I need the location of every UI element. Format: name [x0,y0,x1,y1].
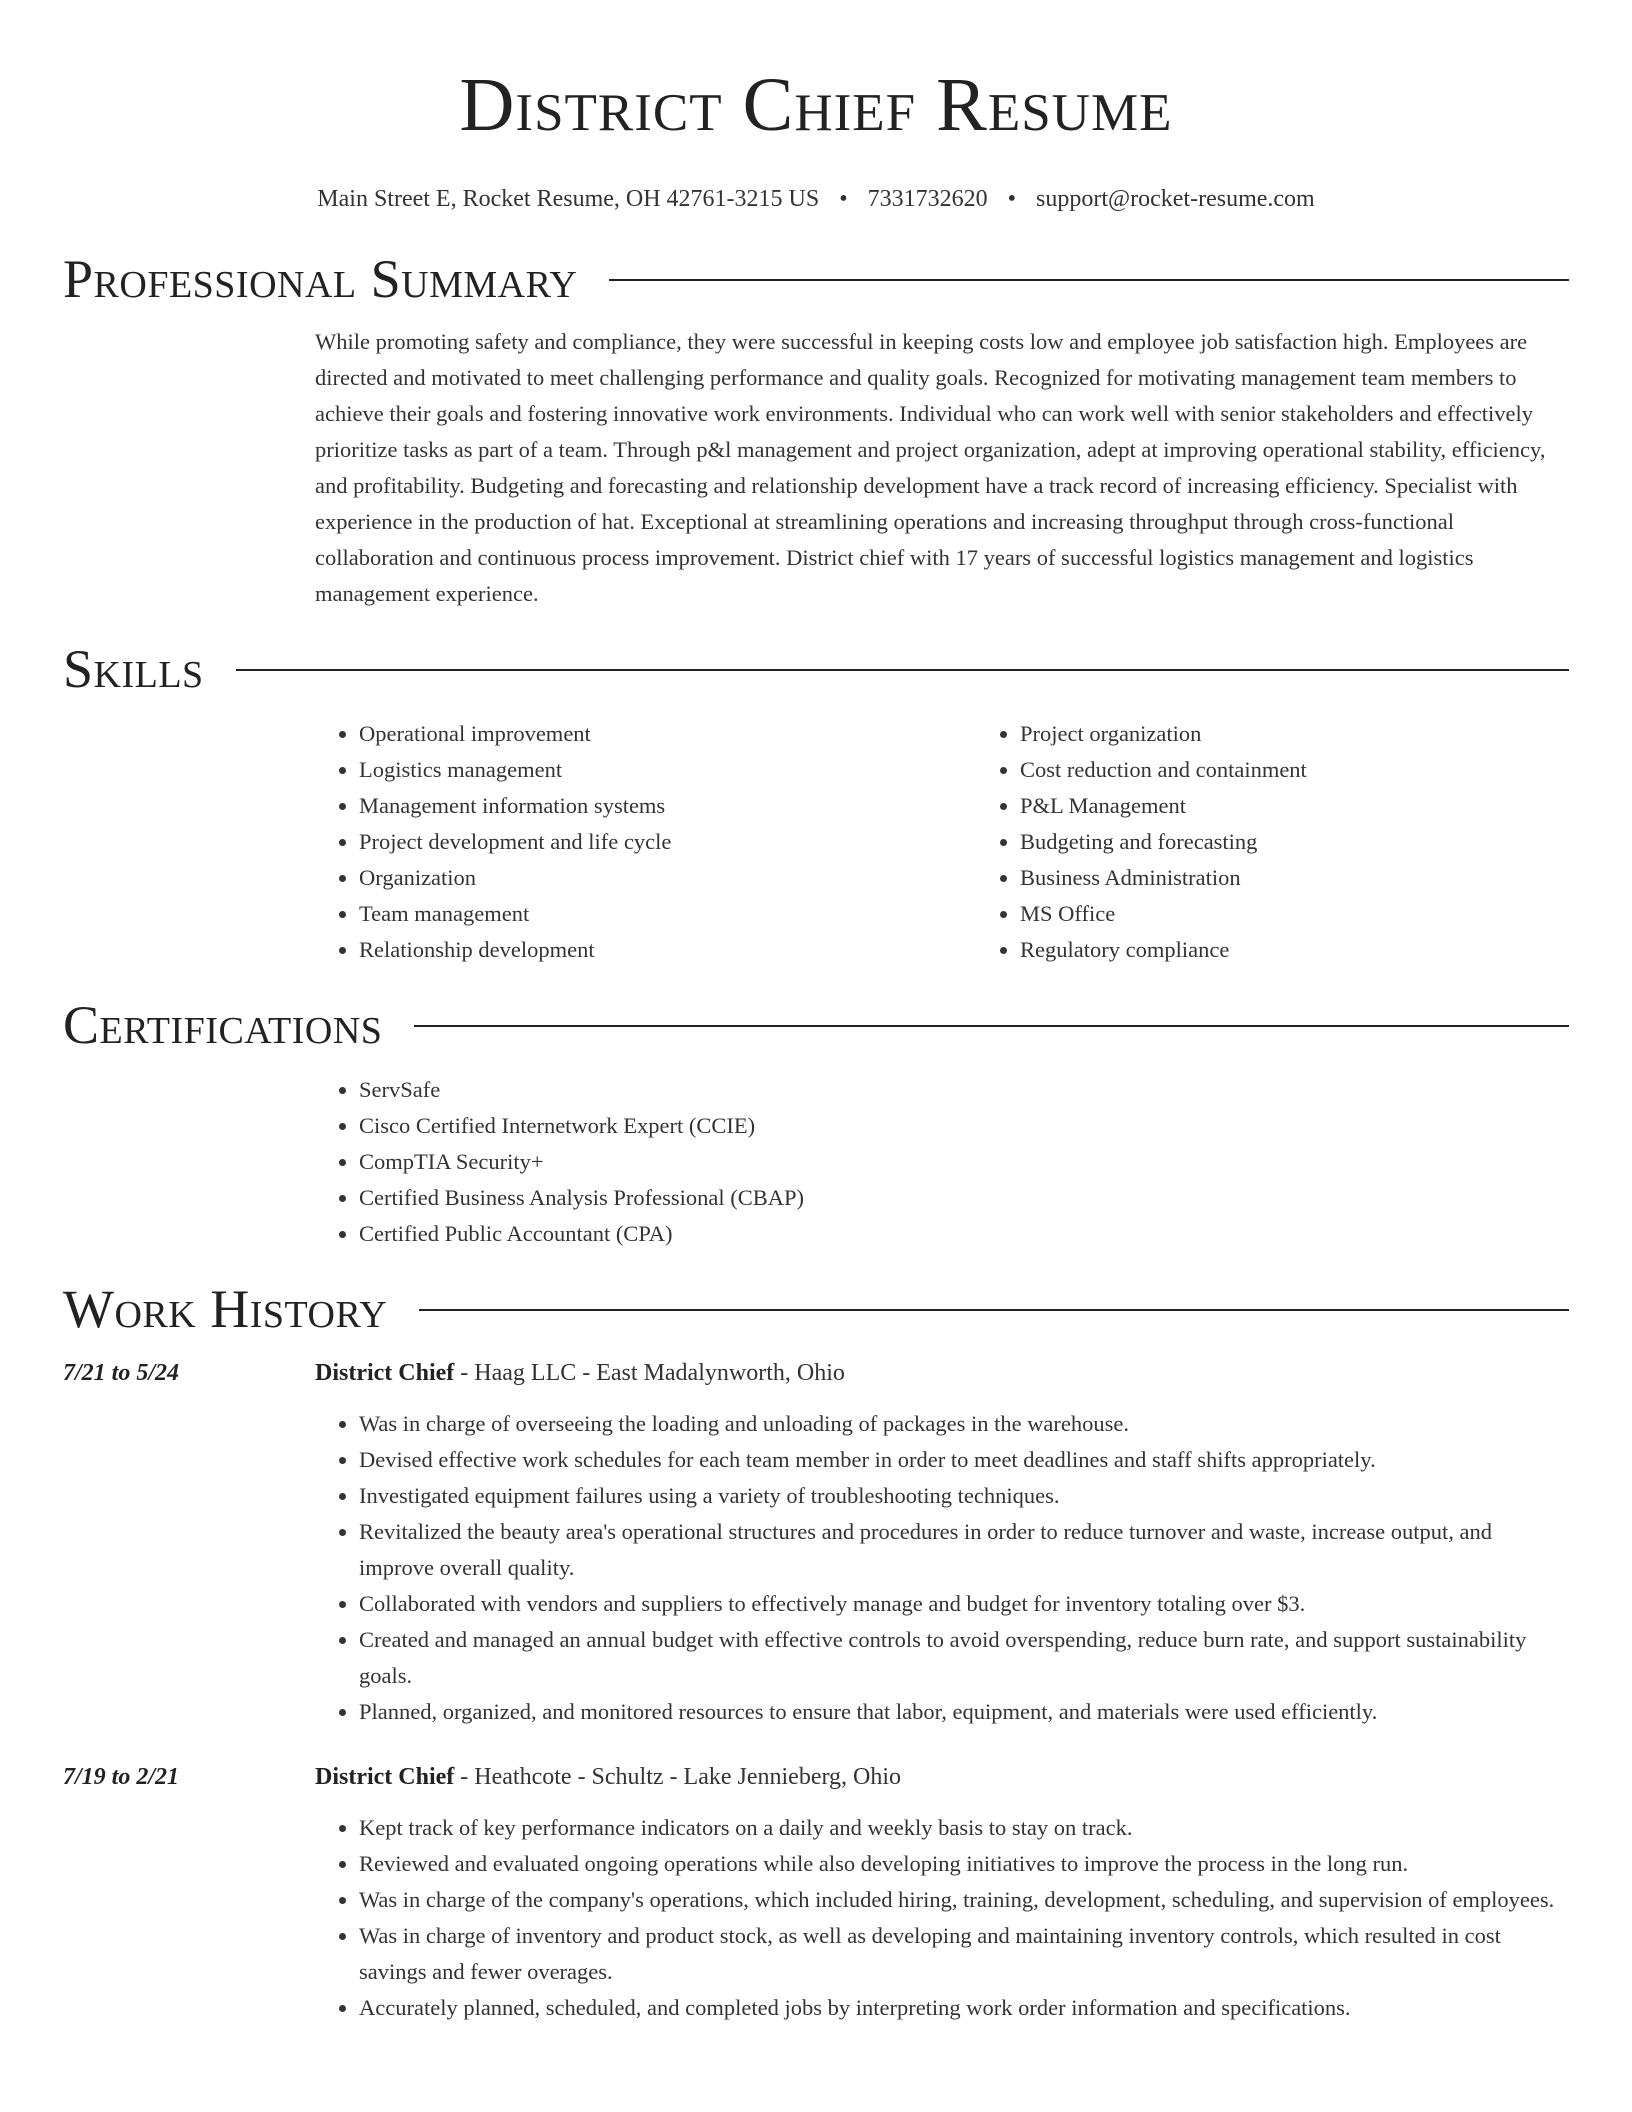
skill-item: • Cost reduction and containment [1020,752,1632,788]
job-bullet: • Investigated equipment failures using a variety of troubleshooting techniques. [359,1478,1569,1514]
summary-body [315,324,1569,612]
job-details: - Heathcote - Schultz - Lake Jennieberg, Ohio [454,1764,902,1790]
skills-list-right [976,716,1632,968]
job-entry [63,1760,1569,2026]
job-main [315,1760,1569,2026]
certification-item: • Certified Business Analysis Professional (CBAP) [359,1180,1569,1216]
certifications-section [63,994,1569,1252]
skill-item: • MS Office [1020,896,1632,932]
job-heading [315,1760,1569,1794]
job-bullet: • Created and managed an annual budget with effective controls to avoid overspending, reduce burn rate, and support sustainability goals. [359,1622,1569,1694]
certification-item: • ServSafe [359,1072,1569,1108]
job-dates: 7/19 to 2/21 [63,1764,180,1790]
summary-title: Professional Summary [63,249,578,309]
job-main [315,1356,1569,1730]
skill-item: • Project organization [1020,716,1632,752]
job-bullet: • Was in charge of overseeing the loading and unloading of packages in the warehouse. [359,1406,1569,1442]
skill-item: • Business Administration [1020,860,1632,896]
skills-header [63,638,1569,700]
certification-item: • Cisco Certified Internetwork Expert (CCIE) [359,1108,1569,1144]
skill-item: • Budgeting and forecasting [1020,824,1632,860]
skills-body [315,716,1569,968]
skill-item: • Management information systems [359,788,976,824]
job-bullet: • Devised effective work schedules for each team member in order to meet deadlines and staff shifts appropriately. [359,1442,1569,1478]
resume-name: District Chief Resume [459,63,1173,147]
summary-text: While promoting safety and compliance, they were successful in keeping costs low and employee job satisfaction high. Employees are directed and motivated to meet challenging performance and quality goals. Recognized for motivating management team members to achieve their goals and fostering innovative work environments. Individual who can work well with senior stakeholders and effectively prioritize tasks as part of a team. Through p&l management and project organization, adept at improving operational stability, efficiency, and profitability. Budgeting and forecasting and relationship development have a track record of increasing efficiency. Specialist with experience in the production of hat. Exceptional at streamlining operations and increasing throughput through cross-functional collaboration and continuous process improvement. District chief with 17 years of successful logistics management and logistics management experience. [315,329,1546,606]
job-entry [63,1356,1569,1730]
skills-list-left [315,716,976,968]
job-bullets [315,1810,1569,2026]
job-dates: 7/21 to 5/24 [63,1360,180,1386]
section-divider [414,1025,1569,1027]
section-divider [609,279,1569,281]
skill-item: • Operational improvement [359,716,976,752]
job-title: District Chief [315,1360,455,1386]
work-history-section [63,1278,1569,2026]
work-history-title: Work History [63,1279,388,1339]
contact-separator: • [839,186,848,212]
certifications-header [63,994,1569,1056]
skill-item: • Relationship development [359,932,976,968]
certification-item: • Certified Public Accountant (CPA) [359,1216,1569,1252]
skill-item: • Project development and life cycle [359,824,976,860]
job-bullets [315,1406,1569,1730]
contact-phone: 7331732620 [867,186,988,212]
contact-email: support@rocket-resume.com [1036,186,1315,212]
work-history-header [63,1278,1569,1340]
job-details: - Haag LLC - East Madalynworth, Ohio [454,1360,845,1386]
summary-section [63,248,1569,612]
skill-item: • P&L Management [1020,788,1632,824]
summary-header [63,248,1569,310]
job-bullet: • Reviewed and evaluated ongoing operations while also developing initiatives to improve the process in the long run. [359,1846,1569,1882]
certifications-title: Certifications [63,995,383,1055]
job-heading [315,1356,1569,1390]
skill-item: • Team management [359,896,976,932]
contact-address: Main Street E, Rocket Resume, OH 42761-3215 US [317,186,820,212]
job-bullet: • Revitalized the beauty area's operational structures and procedures in order to reduce turnover and waste, increase output, and improve overall quality. [359,1514,1569,1586]
skills-title: Skills [63,639,204,699]
job-bullet: • Planned, organized, and monitored resources to ensure that labor, equipment, and materials were used efficiently. [359,1694,1569,1730]
certifications-body [315,1072,1569,1252]
certification-item: • CompTIA Security+ [359,1144,1569,1180]
contact-line [63,184,1569,214]
skill-item: • Organization [359,860,976,896]
job-bullet: • Was in charge of the company's operations, which included hiring, training, development, scheduling, and supervision of employees. [359,1882,1569,1918]
skills-section [63,638,1569,968]
skill-item: • Logistics management [359,752,976,788]
job-bullet: • Kept track of key performance indicators on a daily and weekly basis to stay on track. [359,1810,1569,1846]
contact-separator: • [1007,186,1017,212]
skills-grid [315,716,1569,968]
section-divider [236,669,1569,671]
job-bullet: • Accurately planned, scheduled, and completed jobs by interpreting work order information and specifications. [359,1990,1569,2026]
job-bullet: • Collaborated with vendors and suppliers to effectively manage and budget for inventory totaling over $3. [359,1586,1569,1622]
section-divider [419,1309,1569,1311]
job-bullet: • Was in charge of inventory and product stock, as well as developing and maintaining inventory controls, which resulted in cost savings and fewer overages. [359,1918,1569,1990]
certifications-list [315,1072,1569,1252]
job-title: District Chief [315,1764,455,1790]
skill-item: • Regulatory compliance [1020,932,1632,968]
